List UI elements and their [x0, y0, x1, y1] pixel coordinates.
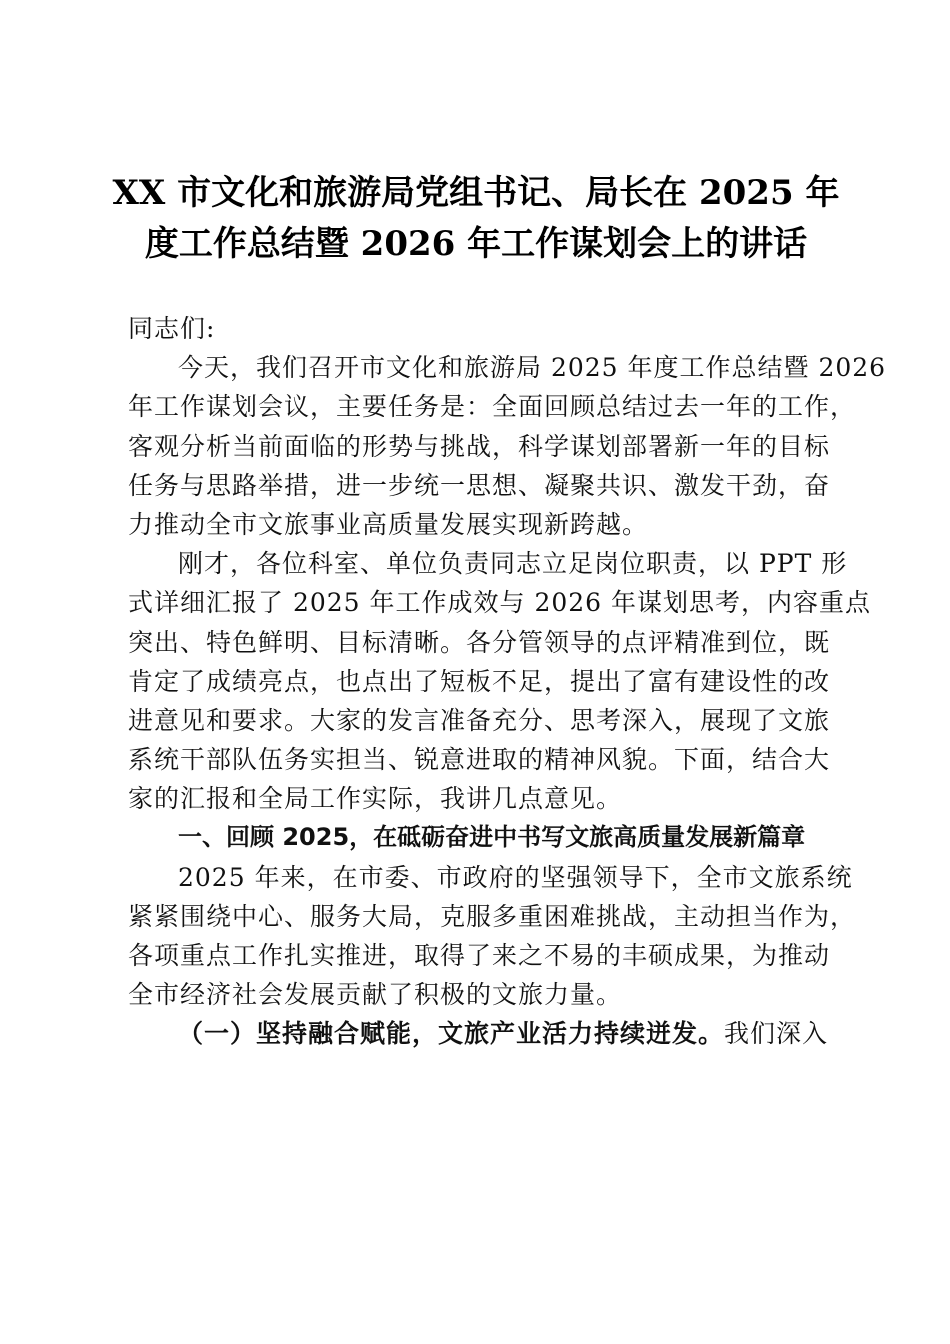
paragraph-line: 进意见和要求。大家的发言准备充分、思考深入，展现了文旅 — [128, 705, 831, 735]
section-heading-1: 一、回顾 2025，在砥砺奋进中书写文旅高质量发展新篇章 — [178, 823, 806, 852]
paragraph-line: 肯定了成绩亮点，也点出了短板不足，提出了富有建设性的改 — [128, 666, 831, 696]
paragraph-line: 客观分析当前面临的形势与挑战，科学谋划部署新一年的目标 — [128, 431, 831, 461]
paragraph-line: 2025 年来，在市委、市政府的坚强领导下，全市文旅系统 — [178, 862, 853, 892]
salutation: 同志们: — [128, 314, 216, 343]
paragraph-line: 刚才，各位科室、单位负责同志立足岗位职责，以 PPT 形 — [178, 549, 848, 579]
title-line-2: 度工作总结暨 2026 年工作谋划会上的讲话 — [144, 224, 808, 264]
paragraph-line: 今天，我们召开市文化和旅游局 2025 年度工作总结暨 2026 — [178, 353, 887, 383]
document-body — [128, 309, 887, 1054]
document-title — [96, 168, 856, 270]
subsection-text: 我们深入 — [724, 1019, 829, 1049]
paragraph-line: 系统干部队伍务实担当、锐意进取的精神风貌。下面，结合大 — [128, 745, 831, 775]
paragraph-line: 式详细汇报了 2025 年工作成效与 2026 年谋划思考，内容重点 — [128, 588, 872, 618]
paragraph-line: 突出、特色鲜明、目标清晰。各分管领导的点评精准到位，既 — [128, 627, 831, 657]
paragraph-line: 任务与思路举措，进一步统一思想、凝聚共识、激发干劲，奋 — [128, 470, 831, 500]
paragraph-2 — [128, 544, 872, 818]
paragraph-line: 年工作谋划会议，主要任务是：全面回顾总结过去一年的工作， — [128, 392, 857, 422]
paragraph-3 — [128, 858, 857, 1015]
paragraph-line: 紧紧围绕中心、服务大局，克服多重困难挑战，主动担当作为， — [128, 901, 857, 931]
paragraph-line: 力推动全市文旅事业高质量发展实现新跨越。 — [128, 509, 649, 539]
subsection-1 — [128, 1014, 828, 1053]
title-line-1: XX 市文化和旅游局党组书记、局长在 2025 年 — [112, 173, 840, 213]
paragraph-line: 家的汇报和全局工作实际，我讲几点意见。 — [128, 784, 623, 814]
subsection-heading: （一）坚持融合赋能，文旅产业活力持续迸发。 — [178, 1019, 725, 1049]
paragraph-line: 全市经济社会发展贡献了积极的文旅力量。 — [128, 980, 623, 1010]
paragraph-1 — [128, 348, 887, 544]
paragraph-line: 各项重点工作扎实推进，取得了来之不易的丰硕成果，为推动 — [128, 941, 831, 970]
